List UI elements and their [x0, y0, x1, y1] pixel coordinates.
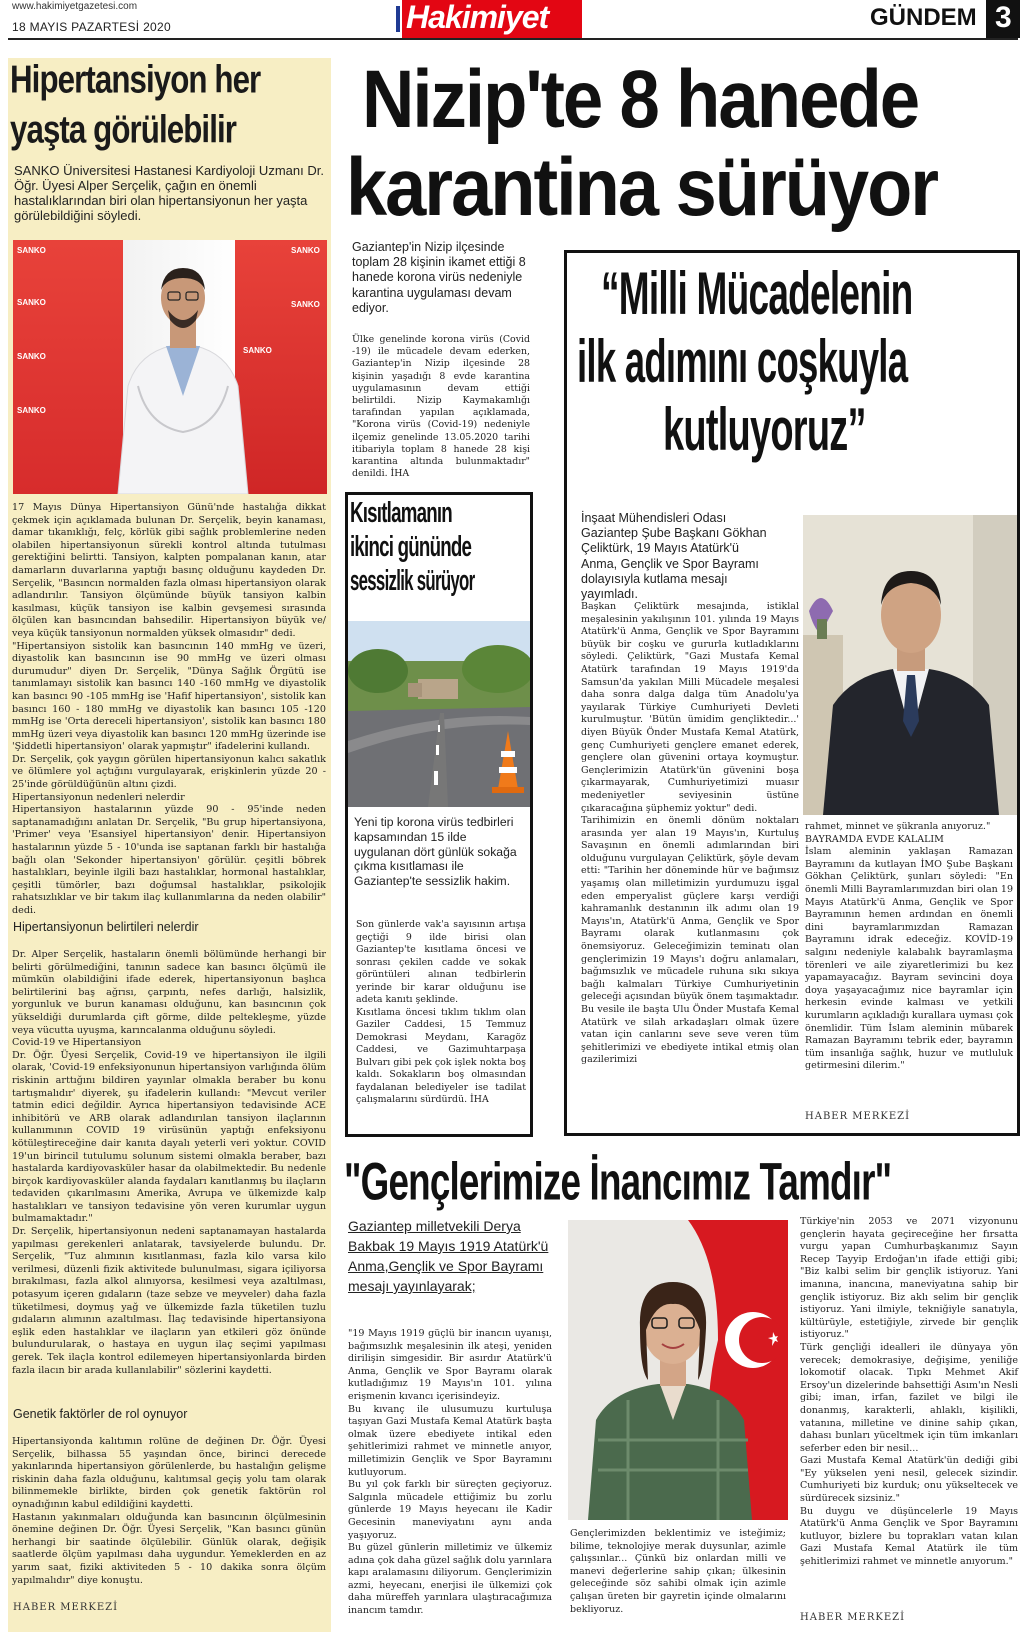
article-body: "19 Mayıs 1919 güçlü bir inancın uyanışı, bağımsızlık meşalesinin ilk ateşi, yeniden dirilişin simgesidir. Bir asırdır Atatürk'ü Anma, Gençlik ve Spor Bayramı olarak kutladığımız 19 Mayıs'ın 101. yılına erişmenin kıvancı içerisindeyiz. Bu kıvanç ile ulusumuzu kurtuluşa taşıyan Gazi Mustafa Kemal Atatürk başta olmak üzere ebediyete intikal eden şehitlerimizi rahmet ve minnetle anıyor, milletimizin Gençlik ve Spor Bayramını kutluyorum. Bu yıl çok farklı bir süreçten geçiyoruz. Salgınla mücadele ettiğimiz bu zorlu günlerde 19 Mayıs heyecanı ile Kadir Gecesinin maneviyatını aynı anda yaşıyoruz. Bu güzel günlerin milletimiz ve ülkemiz adına çok daha güzel sağlık dolu yarınlara kapı aralamasını diliyorum. Gençlerimizin azmi, heyecanı, enerjisi ile ülkemizi çok daha müreffeh yarınlara ulaştıracağımıza inancım tamdır. — [348, 1328, 552, 1617]
issue-date: 18 MAYIS PAZARTESİ 2020 — [12, 20, 171, 34]
title-line — [350, 531, 530, 565]
article-body: Dr. Alper Serçelik, hastaların önemli bölümünde herhangi bir belirti görülmediğini, tanının sadece kan basıncı ölçümü ile mümkün olabildiğini ifade ederek, hipertansiyonun başlıca belirtilerini baş ağrısı, çarpıntı, nefes darlığı, halsizlik, yorgunluk ve burun kanaması olduğunu, kan basıncının çok yükseldiği durumlarda çift görme, dilde peltekleşme, yüzde veya vücutta uyuşma, karıncalanma olduğunu söyledi. Covid-19 ve Hipertansiyon Dr. Öğr. Üyesi Serçelik, Covid-19 ve hipertansiyon ile ilgili olarak, 'Covid-19 enfeksiyonunun hipertansiyon varlığında ölüm riskinin arttığını bildiren yayınlar olmakla beraber bu konu tartışmalıdır' diyerek, şu ifadelerin kullandı: "Mevcut veriler tatmin edici değildir. Ayrıca hipertansiyon tedavisinde ACE inhibitörü ve ARB olarak adlandırılan tansiyon ilaçlarının kullanımının COVID 19 virüsünün yaptığı enfeksiyonu kötüleştireceğine dair kanıta dayalı yeterli veri yoktur. COVID 19'un birincil tutulumu solunum sistemi olmakla beraber, bazı hastalarda kardiyovasküler hasar da olabilmektedir. Bu nedenle birçok kardiyovasküler alanda faydaları kanıtlanmış bu ilaçların tedaviden çıkarılmasını Amerika, Avrupa ve ülkemizde kalp hastalıkları ve tansiyon tedavisine yön veren kurumlar uygun bulmamaktadır." Dr. Serçelik, hipertansiyonun nedeni saptanamayan hastalarda yapılması gerekenleri anlatarak, tavsiyelerde bulundu. Dr. Serçelik, "Tuz alımının kısıtlanması, fazla kilo varsa kilo verilmesi, düzenli fizik aktivitede bulunulması, sigara içiliyorsa bırakılması, fazla alkol alınıyorsa, kesilmesi veya azaltılması, potasyum içeren gıdaların (taze sebze ve meyveler) daha fazla tüketilmesi, doymuş yağ ve ülkemizde fazla tüketilen tuzlu gıdaların alımının azaltılması. İlaç tedavisinde hipertansiyona eşlik eden hastalıklar ve ilaçların yan etkileri göz önünde bulundurularak, o hastaya en uygun ilaç seçimi yapılması gerek. Tek ilaçla kontrol edilemeyen hipertansiyonlarda birden fazla ilacın bir arada kullanılabilir" sözlerini kaydetti. — [12, 949, 326, 1376]
title-text: kutluyoruz” — [663, 396, 866, 464]
nizip-lede: Gaziantep'in Nizip ilçesinde toplam 28 kişinin ikamet ettiği 8 hanede korona virüs nedeniyle karantina uygulaması devam ediyor. — [352, 240, 526, 315]
article-body: rahmet, minnet ve şükranla anıyoruz." BAYRAMDA EVDE KALALIM İslam aleminin yaklaşan Ramazan Bayramını da kutlayan İMO Şube Başkanı Gökhan Çeliktürk, şunları söyledi: "En önemli Milli Bayramlarımızdan biri olan 19 Mayıs Atatürk'ü Anma, Gençlik ve Spor Bayramının hemen ardından en önemli dini bayramlarımızdan Ramazan Bayramını idrak edeceğiz. KOVİD-19 salgını nedeniyle kalabalık bayramlaşma törenleri ve aile ziyaretlerimizi bu kez yapamayacağız. Bayram sevincini doya doya yaşayacağımız nice bayramlar için herkesin evinde kalması ve yetkili kurumların açıkladığı kurallara uyması çok önemlidir. Tüm İslam aleminin mübarek Ramazan Bayramını tebrik eder, bayramın tüm insanlığa sağlık, huzur ve mutluluk getirmesini dilerim." — [805, 821, 1013, 1072]
article-lede: İnşaat Mühendisleri Odası Gaziantep Şube Başkanı Gökhan Çeliktürk, 19 Mayıs Atatürk'ü Anma, Gençlik ve Spor Bayramı dolayısıyla kutlama mesajı yayımladı. — [581, 511, 767, 602]
box-title — [350, 497, 530, 599]
sanko-logo-text: SANKO — [17, 406, 46, 415]
page-number: 3 — [995, 1, 1012, 34]
masthead — [0, 0, 1024, 44]
website-url[interactable]: www.hakimiyetgazetesi.com — [12, 1, 138, 12]
article-title — [10, 58, 329, 158]
portrait — [568, 1220, 788, 1520]
logo-text: Hakimiyet — [406, 0, 549, 35]
headline-line — [346, 52, 1018, 145]
curfew-article — [345, 492, 533, 1137]
sanko-logo-text: SANKO — [243, 346, 272, 355]
title-text: “Milli Mücadelenin — [601, 260, 913, 328]
sanko-logo-text: SANKO — [291, 246, 320, 255]
doctor-photo — [13, 240, 327, 494]
article-lede: SANKO Üniversitesi Hastanesi Kardiyoloji Uzmanı Dr. Öğr. Üyesi Alper Serçelik, çağın en önemli hastalıklarından biri olan hipertansiyonun her yaşta görülebildiğini söyledi. — [14, 163, 324, 223]
headline-text: "Gençlerimize İnancımız Tamdır" — [344, 1151, 892, 1211]
headline-line — [346, 140, 1018, 233]
headline-text: karantina sürüyor — [346, 141, 938, 233]
header-rule — [8, 38, 1018, 40]
title-text: Hipertansiyon her — [10, 58, 261, 102]
byline: HABER MERKEZİ — [805, 1111, 911, 1122]
genclik-article — [344, 1216, 1020, 1634]
title-text: ilk adımını coşkuyla — [577, 328, 908, 396]
article-body: 17 Mayıs Dünya Hipertansiyon Günü'nde hastalığa dikkat çekmek için açıklamada bulunan Dr. Serçelik, beyin kanaması, damar tıkanıklığı, felç, körlük gibi sağlık problemlerine neden olabilen hipertansiyonun sürekli kontrol altında tutulması gerektiğini belirtti. Tansiyon, kalpten pompalanan kanın, atar damarların duvarlarına yaptığı basınç olduğunu kaydeden Dr. Serçelik, "Basıncın normalden fazla olması hipertansiyon olarak adlandırılır. Tansiyon ölçümünde büyük tansiyon kalbin kasılması, küçük tansiyon ise kalbin gevşemesi sırasında ölçülen kan basıncından bahsedilir. Hipertansiyon büyük ve/ veya küçük tansiyonun normalden yüksek olmasıdır" dedi. "Hipertansiyon sistolik kan basıncının 140 mmHg ve üzeri, diyastolik kan basıncının ise 90 mmHg ve üzeri olması durumudur" diyen Dr. Serçelik, "Dünya Sağlık Örgütü ise tanımlamayı sistolik kan basıncı 140 -160 mmHg ve diyastolik kan basıncı 90 -105 mmHg ise 'Hafif hipertansiyon', sistolik kan basıncı 160 - 180 mmHg ve diyastolik kan basıncı 105 -120 mmHg ise 'Orta dereceli hipertansiyon', sistolik kan basıncı 180 mmHg üzeri veya diyastolik kan basıncı 120 mmHg üzerinde ise 'Şiddetli hipertansiyon' olarak yapmıştır" ifadelerini kullandı. Dr. Serçelik, çok yaygın görülen hipertansiyonun kalıcı sakatlık ve ölümlere yol açtığını vurgulayarak, erişkinlerin yüzde 20 - 25'inde görüldüğünün altını çizdi. Hipertansiyonun nedenleri nelerdir Hipertansiyon hastalarının yüzde 90 - 95'inde neden saptanamadığını anlatan Dr. Serçelik, "Bu grup hipertansiyona, 'Primer' veya 'Esansiyel hipertansiyon' denir. Hipertansiyon hastalarının yüzde 5 - 10'unda ise saptanan farklı bir hastalığa bağlı olan 'Sekonder hipertansiyon' görülür. çeşitli böbrek hastalıkları, beyinle ilgili bazı hastalıklar, hormonal hastalıklar, çeşitli tümörler, bazı doğumsal hastalıklar, psikolojik rahatsızlıklar ve bir takım ilaç kullanımlarına da neden olabilir" dedi. — [12, 502, 326, 916]
article-body: Hipertansiyonda kalıtımın rolüne de değinen Dr. Öğr. Üyesi Serçelik, bilhassa 55 yaşından önce, birinci derecede yakınlarında hipertansiyon görülenlerde, bu hastalığın gelişme riskinin daha fazla olduğunu, kalıtımsal geçiş yolu tam olarak bilinmemekle birlikte, birden çok genetik faktörün rol oynadığının kabul edildiğini kaydetti. Hastanın yakınmaları olduğunda kan basıncının ölçülmesinin önemine değinen Dr. Öğr. Üyesi Serçelik, "Kan basıncı günün herhangi bir saatinde ölçülebilir. Günlük olarak, değişik saatlerde ölçüm yapılması daha uygundur. Yemeklerden en az yarım saat, fiziki aktiviteden 5 - 10 dakika sonra ölçüm yapılmalıdır" diye konuştu. — [12, 1436, 326, 1586]
title-line — [350, 565, 530, 599]
section-label: GÜNDEM — [870, 4, 977, 31]
page-number-box — [986, 0, 1020, 38]
nizip-body: Ülke genelinde korona virüs (Covid -19) ile mücadele devam ederken, Gaziantep'in Nizip ilçesinde 28 kişinin yaşadığı 8 evde karantina uygulamasının devam ettiği belirtildi. Nizip Kaymakamlığı tarafından yapılan açıklamada, "Korona virüs (Covid-19) nedeniyle ilçemiz genelinde 13.05.2020 tarihi itibariyla toplam 8 hanede 28 kişi karantina altında bulunmaktadır" denildi. İHA — [352, 334, 530, 480]
byline: HABER MERKEZİ — [800, 1612, 906, 1623]
doctor-figure — [108, 246, 258, 494]
article-body: Başkan Çeliktürk mesajında, istiklal meşalesinin yakılışının 101. yılında 19 Mayıs Atatürk'ü Anma, Gençlik ve Spor Bayramını büyük bir coşku ve gururla kutladıklarını söyledi. Çeliktürk, "Gazi Mustafa Kemal Atatürk tarafından 19 Mayıs 1919'da Samsun'da yakılan Milli Mücadele meşalesi daha sonra dalga dalga tüm Anadolu'ya yayılarak Türkiye Cumhuriyeti Devleti kurulmuştur. 'Bütün ümidim gençliktedir...' diyen Büyük Önder Mustafa Kemal Atatürk, genç Cumhuriyeti gençlere emanet ederek, gençlere olan güvenini ortaya koymuştur. Gençlerimizin Atatürk'ün güvenini boşa çıkarmayarak, Cumhuriyetimizi muasır medeniyetler seviyesinin üstüne çıkaracağına şüphemiz yoktur" dedi. Tarihimizin en önemli dönüm noktaları arasında yer alan 19 Mayıs'ın, Kurtuluş Savaşının en önemli adımlarından biri olduğunu vurgulayan Çeliktürk, şöyle devam etti: "Tarihin her döneminde hür ve bağımsız yaşamış olan milletimizin yurdumuzu işgal eden emperyalist güçlere karşı verdiği kahramanlık destanının ilk adımı olan 19 Mayıs'ın, Atatürk'ü Anma, Gençlik ve Spor Bayramı olarak kutlanmasını çok önemsiyoruz. Geleceğimizin teminatı olan gençlerimizin 19 Mayıs'ı doğru anlamaları, bağımsızlık ve mücadele ruhuna sıkı sıkıya bağlı kalmaları Türkiye Cumhuriyetinin geleceği açısından büyük önem taşımaktadır. Bu vesile ile başta Ulu Önder Mustafa Kemal Atatürk ve silah arkadaşları olmak üzere vatan için canlarını seve seve veren tüm şehitlerimizi ve ebediyete intikal etmiş olan gazilerimizi — [581, 601, 799, 1066]
sanko-logo-text: SANKO — [17, 352, 46, 361]
title-text: Kısıtlamanın — [350, 497, 452, 530]
title-text: ikinci gününde — [350, 531, 472, 564]
article-subheading: Genetik faktörler de rol oynuyor — [13, 1407, 188, 1421]
curfew-body: Son günlerde vak'a sayısının artışa geçtiği 9 ilde birisi olan Gaziantep'te kısıtlama öncesi ve sonrası çekilen cadde ve sokak görüntüleri alınan tedbirlerin yerinde bir karar olduğunu ise adeta kanıtı şeklinde. Kısıtlama öncesi tıklım tıklım olan Gaziler Caddesi, 15 Temmuz Demokrasi Meydanı, Karagöz Caddesi, ve Gazimuhtarpaşa Bulvarı gibi pek çok işlek nokta boş kaldı. Sokakların boş olmasından faydalanan belediyeler ise tadilat çalışmalarını sürdürdü. İHA — [356, 919, 526, 1105]
title-line — [577, 259, 1017, 327]
photo-caption: Yeni tip korona virüs tedbirleri kapsamından 15 ilde uygulanan dört günlük sokağa çıkma kısıtlaması ile Gaziantep'te sessizlik hakim. — [354, 815, 517, 889]
article-body: Türkiye'nin 2053 ve 2071 vizyonunu gençlerin hayata geçireceğine her fırsatta vurgu yapan Cumhurbaşkanımız Sayın Recep Tayyip Erdoğan'ın ifade ettiği gibi; "Biz kalbi selim bir gençlik istiyoruz. Yani imanına, inancına, maneviyatına sahip bir gençlik istiyoruz. Biz aklı selim bir gençlik istiyoruz. Yani ilmiyle, tekniğiyle sanatıyla, kültürüyle, estetiğiyle, zirvede bir gençlik istiyoruz." Türk gençliği idealleri ile dünyaya yön verecek; demokrasiye, değişime, yeniliğe lokomotif olacak. Tıpkı Mehmet Akif Ersoy'un dizelerinde bahsettiği Asım'ın Nesli gibi; iman, irfan, fazilet ve bilgi ile donanmış, karakterli, ahlaklı, kişilikli, vatanına, milletine ve dinine sahip çıkan, dahası bunları yüceltmek için tüm imkanları seferber eden bir nesil... Gazi Mustafa Kemal Atatürk'ün dediği gibi "Ey yükselen yeni nesil, gelecek sizindir. Cumhuriyeti biz kurduk; onu yükseltecek ve sürdürecek sizsiniz." Bu duygu ve düşüncelerle 19 Mayıs Atatürk'ü Anma Gençlik ve Spor Bayramını kutluyor, bizlere bu toprakları vatan kılan Gazi Mustafa Kemal Atatürk ile tüm şehitlerimizi rahmet ve minnetle anıyorum." — [800, 1216, 1018, 1568]
photo-caption: Gençlerimizden beklentimiz ve isteğimiz; bilime, teknolojiye merak duysunlar, azimle çalışsınlar... Çünkü biz onlardan milli ve manevi değerlerine sahip çıkan; ülkesinin geleceğinde söz sahibi olmak için azimle çalışan üreten bir gayretin içinde olmalarını bekliyoruz. — [570, 1528, 786, 1615]
newspaper-logo — [394, 0, 582, 38]
title-line — [577, 395, 1017, 463]
milli-mucadele-article — [564, 250, 1020, 1136]
sanko-logo-text: SANKO — [17, 246, 46, 255]
backdrop-red-left — [13, 240, 123, 494]
article-subheading: Hipertansiyonun belirtileri nelerdir — [13, 920, 199, 934]
mp-photo — [568, 1220, 788, 1520]
byline: HABER MERKEZİ — [13, 1602, 119, 1613]
article-lede: Gaziantep milletvekili Derya Bakbak 19 Mayıs 1919 Atatürk'ü Anma,Gençlik ve Spor Bayramı mesajı yayınlayarak; — [348, 1218, 549, 1294]
sanko-logo-text: SANKO — [291, 300, 320, 309]
empty-street-photo — [348, 621, 530, 807]
headline-text: Nizip'te 8 hanede — [362, 53, 919, 145]
street-scene — [348, 621, 530, 807]
nizip-headline — [346, 52, 1018, 234]
hypertension-article — [8, 58, 331, 1632]
president-photo — [803, 515, 1017, 815]
genclik-headline — [344, 1150, 1020, 1212]
portrait — [803, 515, 1017, 815]
logo-stripe-dark — [396, 6, 400, 32]
title-line — [10, 58, 329, 108]
box-title — [577, 259, 1017, 463]
title-line — [577, 327, 1017, 395]
title-line — [350, 497, 530, 531]
title-text: yaşta görülebilir — [10, 108, 236, 152]
sanko-logo-text: SANKO — [17, 298, 46, 307]
title-text: sessizlik sürüyor — [350, 565, 475, 598]
title-line — [10, 108, 329, 158]
